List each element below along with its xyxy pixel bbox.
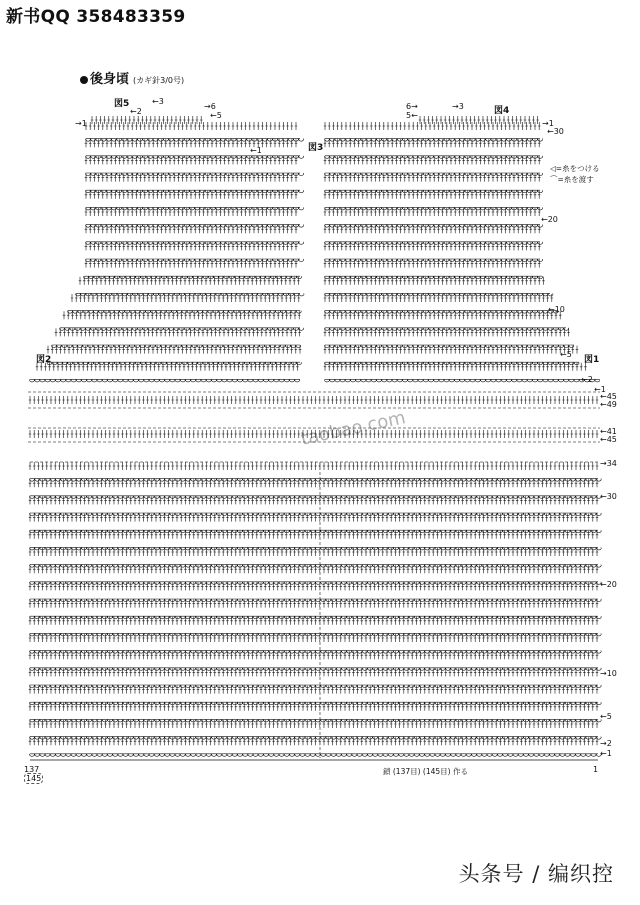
upper-right-row xyxy=(324,277,545,285)
upper-left-row xyxy=(60,328,304,330)
attach-yarn-icon: ◁ xyxy=(550,164,556,173)
shoulder-left-2: ←2 xyxy=(130,107,142,116)
row-label-49: ←49 xyxy=(600,400,617,409)
divider-row-1 xyxy=(29,396,599,404)
figure-5-label: 図5 xyxy=(114,99,130,109)
shoulder-right-6: 6→ xyxy=(406,102,418,111)
upper-left-row xyxy=(85,156,298,164)
lower-body-row xyxy=(29,634,599,642)
upper-right-row xyxy=(324,294,553,302)
upper-right-row xyxy=(324,311,562,319)
upper-left-row xyxy=(85,174,298,182)
pass-yarn-icon: ⌒ xyxy=(550,175,558,184)
row-label-20-upper: ←20 xyxy=(541,215,558,224)
row-label-20-lower: ←20 xyxy=(600,580,617,589)
figure-2-label: 図2 xyxy=(36,355,52,365)
hook-size: (カギ針3/0号) xyxy=(133,76,185,85)
start-marker: 1 xyxy=(593,765,599,774)
stitch-count-137: 137 xyxy=(24,765,40,774)
row-label-5-lower: ←5 xyxy=(600,712,612,721)
shoulder-right-1: →1 xyxy=(542,119,554,128)
upper-left-row xyxy=(85,225,298,233)
lower-body-row xyxy=(29,737,599,745)
upper-left-row xyxy=(47,346,302,354)
figure-4-label: 図4 xyxy=(494,106,510,116)
shoulder-right-3: →3 xyxy=(452,102,464,111)
row-label-1-upper: ←1 xyxy=(594,385,606,394)
shoulder-left-6: →6 xyxy=(204,102,216,111)
row-label-34: →34 xyxy=(600,459,617,468)
upper-left-row xyxy=(52,345,301,347)
title-text: 後身頃 xyxy=(90,72,130,87)
upper-left-row xyxy=(85,122,298,130)
row-label-1-lower: ←1 xyxy=(600,749,612,758)
shoulder-left-5: ←5 xyxy=(210,111,222,120)
row-label-45b: ←45 xyxy=(600,435,617,444)
lower-body-row xyxy=(29,565,599,573)
upper-right-row xyxy=(325,311,559,313)
lower-body-row xyxy=(29,720,599,728)
footer-credit: 头条号 / 编织控 xyxy=(458,862,614,886)
upper-left-row xyxy=(68,311,302,313)
lower-body-row xyxy=(29,582,599,590)
upper-left-row xyxy=(85,260,298,268)
lower-body-row xyxy=(29,600,599,608)
lower-body-row xyxy=(29,703,599,711)
row-label-45a: ←45 xyxy=(600,392,617,401)
shoulder-right-row xyxy=(419,116,539,124)
row-label-10-lower: →10 xyxy=(600,669,617,678)
qq-banner: 新书QQ 358483359 xyxy=(6,7,186,27)
row-label-10-upper: ←10 xyxy=(548,305,565,314)
lower-body-row xyxy=(29,496,599,504)
lower-body-row xyxy=(29,531,599,539)
upper-left-row xyxy=(85,191,298,199)
mid-row-1-label: ←1 xyxy=(250,146,262,155)
upper-left-row xyxy=(79,277,300,285)
shoulder-left-row xyxy=(91,116,203,124)
upper-right-row xyxy=(325,379,600,381)
lower-body-row xyxy=(29,462,599,470)
upper-left-row xyxy=(30,379,300,381)
shoulder-left-3: ←3 xyxy=(152,97,164,106)
row-label-30-upper: ←30 xyxy=(547,127,564,136)
upper-left-row xyxy=(71,294,300,302)
figure-3-label: 図3 xyxy=(308,143,324,153)
foundation-chain-note: 鎖 (137目) (145目) 作る xyxy=(383,767,468,776)
legend-pass: ⌒=糸を渡す xyxy=(550,175,594,184)
upper-left-row xyxy=(47,362,301,364)
upper-left-row xyxy=(85,139,298,147)
row-label-2-lower: →2 xyxy=(600,739,612,748)
lower-body-row xyxy=(30,754,602,756)
watermark: taobao.com xyxy=(298,407,408,450)
lower-body-row xyxy=(29,651,599,659)
row-label-5-upper: ←5 xyxy=(560,350,572,359)
upper-left-row xyxy=(85,208,298,216)
lower-body-row xyxy=(29,479,599,487)
row-label-30-lower: ←30 xyxy=(600,492,617,501)
lower-body-row xyxy=(29,514,599,522)
lower-body-row xyxy=(29,617,599,625)
row-label-2-upper: ←2 xyxy=(581,375,593,384)
stitch-count-145: 145 xyxy=(26,774,42,783)
legend-attach: ◁=糸をつける xyxy=(550,164,600,173)
upper-left-row xyxy=(85,242,298,250)
figure-1-label: 図1 xyxy=(584,355,600,365)
upper-right-row xyxy=(325,345,574,347)
divider-row-2 xyxy=(29,430,599,438)
lower-body-row xyxy=(29,668,599,676)
shoulder-left-1: →1 xyxy=(75,119,87,128)
lower-body-row xyxy=(29,548,599,556)
row-label-41: ←41 xyxy=(600,427,617,436)
lower-body-row xyxy=(29,686,599,694)
shoulder-right-5: 5← xyxy=(406,111,418,120)
